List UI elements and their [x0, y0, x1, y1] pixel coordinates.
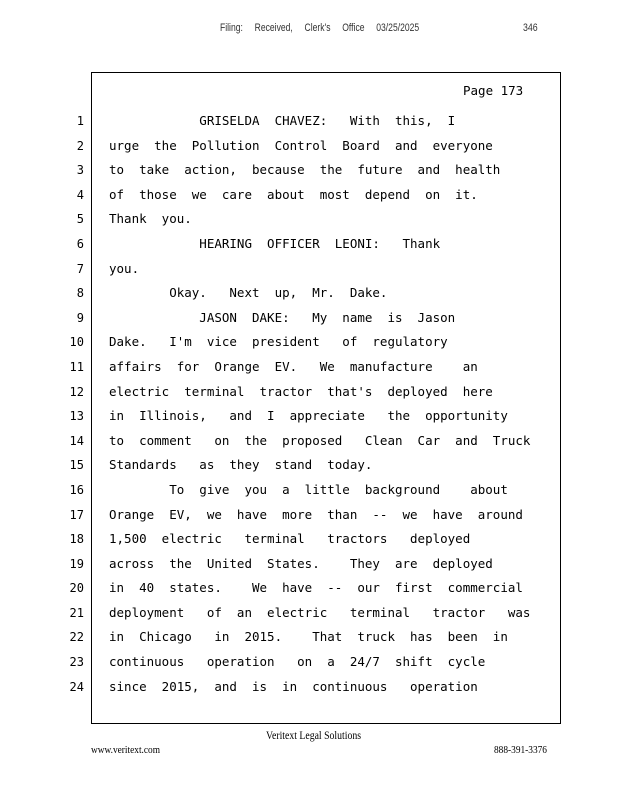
line-number: 15 [69, 458, 84, 473]
transcript-line: to take action, because the future and health [109, 162, 501, 178]
line-number: 19 [69, 556, 84, 571]
transcript-line: JASON DAKE: My name is Jason [109, 309, 456, 325]
line-number: 22 [69, 630, 84, 645]
transcript-line: GRISELDA CHAVEZ: With this, I [109, 113, 456, 128]
filing-label: Filing: [220, 22, 243, 34]
line-number: 18 [69, 532, 84, 547]
transcript-body [109, 114, 549, 704]
transcript-line: to comment on the proposed Clean Car and Truck [109, 432, 531, 448]
line-number: 21 [69, 605, 84, 620]
filing-stamp [220, 22, 429, 34]
transcript-line: deployment of an electric terminal tractor was [109, 604, 531, 620]
line-number: 9 [76, 310, 84, 325]
filing-page-number: 346 [523, 22, 538, 34]
transcript-line: in Illinois, and I appreciate the opportunity [109, 408, 508, 424]
footer-phone: 888-391-3376 [494, 744, 547, 756]
transcript-line: in Chicago in 2015. That truck has been in [109, 629, 508, 645]
footer-company: Veritext Legal Solutions [266, 730, 362, 742]
line-number: 2 [76, 138, 84, 153]
line-number: 20 [69, 581, 84, 596]
received-label: Received, [254, 22, 293, 34]
transcript-line: Standards as they stand today. [109, 457, 373, 473]
line-number: 24 [69, 679, 84, 694]
line-number: 12 [69, 384, 84, 399]
transcript-line: in 40 states. We have -- our first commercial [109, 580, 523, 596]
line-number: 10 [69, 335, 84, 350]
clerks-label: Clerk's [304, 22, 331, 34]
line-number: 7 [76, 261, 84, 276]
filing-date: 03/25/2025 [376, 22, 420, 34]
transcript-line: since 2015, and is in continuous operation [109, 678, 478, 694]
transcript-line: of those we care about most depend on it. [109, 186, 478, 202]
transcript-line: To give you a little background about [109, 481, 508, 497]
transcript-page-label: Page 173 [463, 83, 524, 98]
line-number-column [64, 114, 84, 704]
transcript-line: you. [109, 260, 140, 276]
transcript-line: 1,500 electric terminal tractors deployed [109, 531, 471, 547]
line-number: 17 [69, 507, 84, 522]
line-number: 8 [76, 286, 84, 301]
transcript-line: affairs for Orange EV. We manufacture an [109, 358, 478, 374]
line-number: 6 [76, 236, 84, 251]
office-label: Office [342, 22, 365, 34]
transcript-line: urge the Pollution Control Board and everyone [109, 137, 493, 153]
line-number: 13 [69, 409, 84, 424]
transcript-line: Okay. Next up, Mr. Dake. [109, 285, 388, 301]
line-number: 14 [69, 433, 84, 448]
line-number: 4 [76, 187, 84, 202]
transcript-line: electric terminal tractor that's deployed here [109, 383, 493, 399]
transcript-line: Dake. I'm vice president of regulatory [109, 334, 448, 350]
transcript-line: HEARING OFFICER LEONI: Thank [109, 235, 441, 251]
transcript-line: Orange EV, we have more than -- we have around [109, 506, 523, 522]
line-number: 16 [69, 482, 84, 497]
line-number: 3 [76, 163, 84, 178]
transcript-line: across the United States. They are deployed [109, 555, 493, 571]
transcript-line: continuous operation on a 24/7 shift cycle [109, 654, 486, 670]
line-number: 11 [69, 359, 84, 374]
footer-website: www.veritext.com [91, 744, 160, 756]
line-number: 23 [69, 655, 84, 670]
line-number: 5 [76, 212, 84, 227]
transcript-line: Thank you. [109, 211, 192, 227]
line-number: 1 [76, 114, 84, 128]
